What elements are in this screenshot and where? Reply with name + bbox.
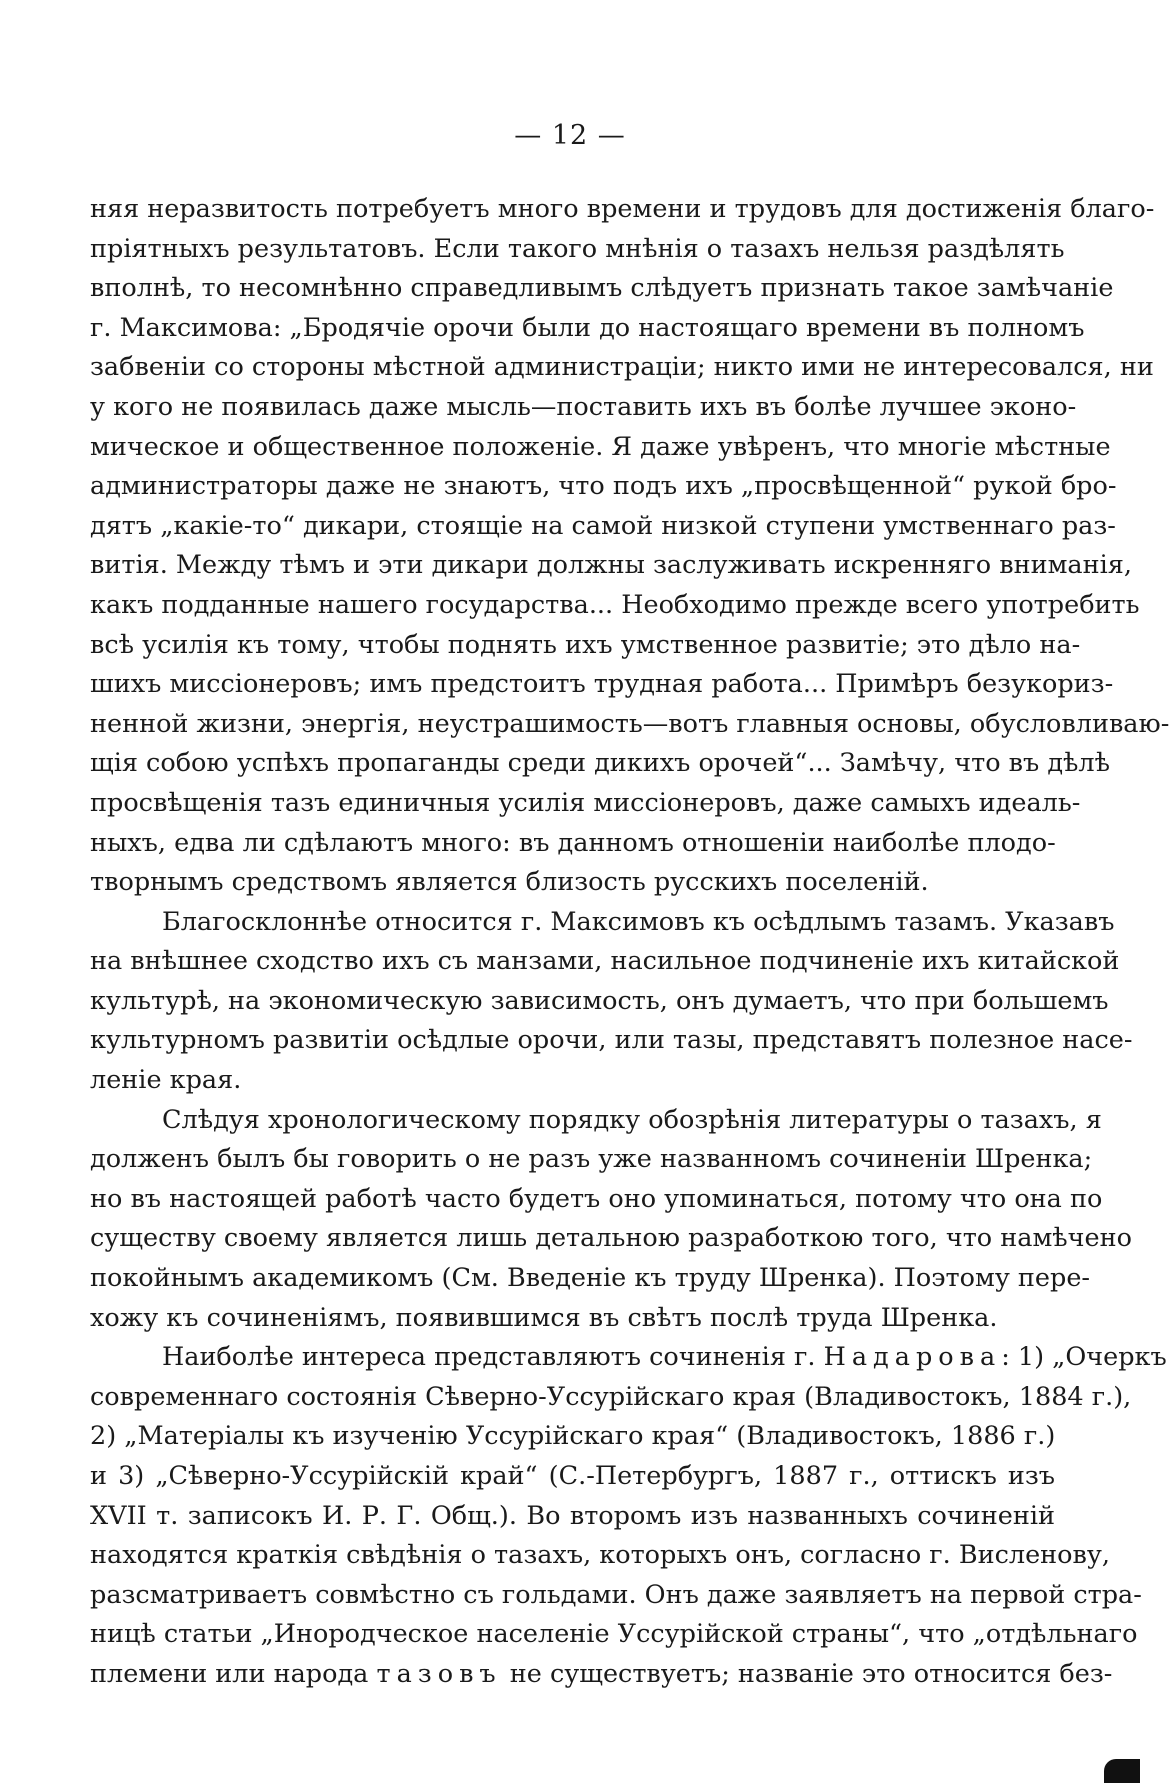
- text-line: и 3) „Сѣверно-Уссурійскій край“ (С.-Петербургъ, 1887 г., оттискъ изъ: [90, 1461, 1055, 1491]
- text-line: просвѣщенія тазъ единичныя усилія миссіонеровъ, даже самыхъ идеаль-: [90, 787, 1081, 818]
- text-line: всѣ усилія къ тому, чтобы поднять ихъ умственное развитіе; это дѣло на-: [90, 629, 1081, 660]
- text-line: щія собою успѣхъ пропаганды среди дикихъ орочей“... Замѣчу, что въ дѣлѣ: [90, 748, 1111, 779]
- text-line: культурѣ, на экономическую зависимость, онъ думаетъ, что при большемъ: [90, 985, 1109, 1016]
- text-line: мическое и общественное положеніе. Я даже увѣренъ, что многіе мѣстные: [90, 431, 1111, 462]
- text-segment: : 1) „Очеркъ: [1001, 1342, 1167, 1373]
- text-line: существу своему является лишь детальною разработкою того, что намѣчено: [90, 1223, 1132, 1254]
- text-line: шихъ миссіонеровъ; имъ предстоитъ трудная работа... Примѣръ безукориз-: [90, 669, 1114, 700]
- term-spaced: тазовъ: [376, 1658, 502, 1689]
- text-line: какъ подданные нашего государства... Необходимо прежде всего употребить: [90, 589, 1140, 620]
- text-line: вполнѣ, то несомнѣнно справедливымъ слѣдуетъ признать такое замѣчаніе: [90, 273, 1114, 304]
- text-line: покойнымъ академикомъ (См. Введеніе къ труду Шренка). Поэтому пере-: [90, 1263, 1091, 1294]
- text-line: дятъ „какіе-то“ дикари, стоящіе на самой низкой ступени умственнаго раз-: [90, 510, 1116, 541]
- text-line: XVII т. записокъ И. Р. Г. Общ.). Во второмъ изъ названныхъ сочиненій: [90, 1500, 1055, 1531]
- text-line: [90, 1338, 1167, 1378]
- text-line: витія. Между тѣмъ и эти дикари должны заслуживать искренняго вниманія,: [90, 550, 1132, 581]
- text-line: культурномъ развитіи осѣдлые орочи, или тазы, представятъ полезное насе-: [90, 1025, 1133, 1056]
- author-name-spaced: Надарова: [823, 1342, 1002, 1373]
- text-line: на внѣшнее сходство ихъ съ манзами, насильное подчиненіе ихъ китайской: [90, 946, 1120, 977]
- text-line: администраторы даже не знаютъ, что подъ ихъ „просвѣщенной“ рукой бро-: [90, 471, 1117, 502]
- text-line: 2) „Матеріалы къ изученію Уссурійскаго края“ (Владивостокъ, 1886 г.): [90, 1421, 1056, 1452]
- text-line: няя неразвитость потребуетъ много времени и трудовъ для достиженія благо-: [90, 194, 1155, 224]
- text-line: хожу къ сочиненіямъ, появившимся въ свѣтъ послѣ труда Шренка.: [90, 1302, 998, 1333]
- text-line: но въ настоящей работѣ часто будетъ оно упоминаться, потому что она по: [90, 1183, 1103, 1214]
- text-line: пріятныхъ результатовъ. Если такого мнѣнія о тазахъ нельзя раздѣлять: [90, 233, 1065, 264]
- text-line: творнымъ средствомъ является близость русскихъ поселеній.: [90, 867, 929, 898]
- text-line: Благосклоннѣе относится г. Максимовъ къ осѣдлымъ тазамъ. Указавъ: [162, 906, 1115, 937]
- text-line: долженъ былъ бы говорить о не разъ уже названномъ сочиненіи Шренка;: [90, 1144, 1093, 1175]
- text-line: ныхъ, едва ли сдѣлаютъ много: въ данномъ отношеніи наиболѣе плодо-: [90, 827, 1056, 858]
- text-line: разсматриваетъ совмѣстно съ гольдами. Онъ даже заявляетъ на первой стра-: [90, 1579, 1142, 1610]
- text-body: [90, 190, 1169, 1695]
- text-line: леніе края.: [90, 1065, 242, 1096]
- text-line: находятся краткія свѣдѣнія о тазахъ, которыхъ онъ, согласно г. Висленову,: [90, 1540, 1110, 1571]
- text-line: современнаго состоянія Сѣверно-Уссурійскаго края (Владивостокъ, 1884 г.),: [90, 1381, 1132, 1412]
- text-line: у кого не появилась даже мысль—поставить ихъ въ болѣе лучшее эконо-: [90, 391, 1077, 422]
- text-line: г. Максимова: „Бродячіе орочи были до настоящаго времени въ полномъ: [90, 312, 1085, 343]
- text-segment: племени или народа: [90, 1658, 377, 1689]
- text-line: ницѣ статьи „Инородческое населеніе Уссурійской страны“, что „отдѣльнаго: [90, 1619, 1138, 1650]
- scan-edge-mark: [1104, 1759, 1140, 1783]
- text-line: [90, 1655, 1113, 1695]
- text-segment: не существуетъ; названіе это относится без-: [501, 1658, 1113, 1689]
- text-line: забвеніи со стороны мѣстной администраціи; никто ими не интересовался, ни: [90, 352, 1154, 383]
- page-number: — 12 —: [514, 120, 626, 151]
- text-segment: Наиболѣе интереса представляютъ сочиненія г.: [162, 1342, 824, 1373]
- text-line: Слѣдуя хронологическому порядку обозрѣнія литературы о тазахъ, я: [162, 1104, 1102, 1135]
- text-line: ненной жизни, энергія, неустрашимость—вотъ главныя основы, обусловливаю-: [90, 708, 1169, 739]
